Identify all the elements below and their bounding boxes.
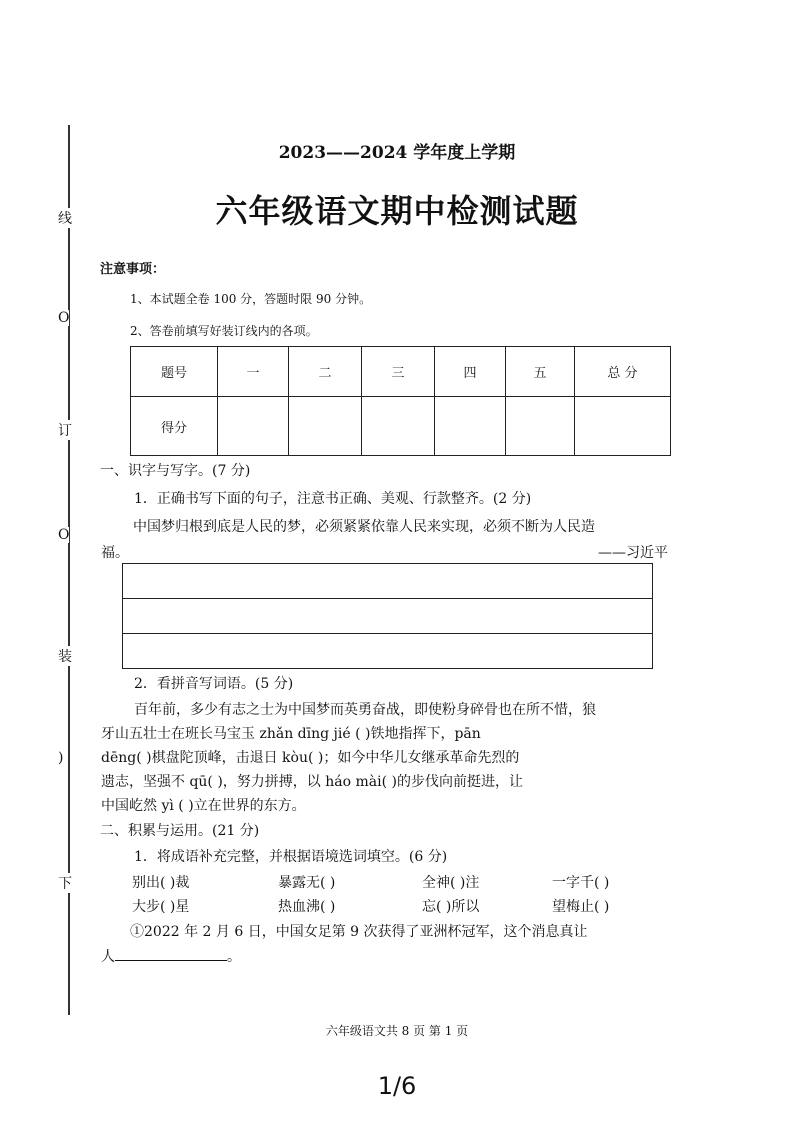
s2-sentence-line1: ①2022 年 2 月 6 日，中国女足第 9 次获得了亚洲杯冠军，这个消息真让	[130, 924, 588, 940]
idiom-4: 一字千( )	[552, 875, 610, 891]
q1-title: 1．正确书写下面的句子，注意书正确、美观、行款整齐。(2 分)	[134, 491, 532, 507]
binding-char-2: O	[58, 310, 70, 326]
s2-sentence-end: 。	[227, 949, 241, 965]
binding-char-1: 线	[58, 208, 72, 228]
writing-row-2[interactable]	[123, 599, 652, 634]
binding-char-5: 装	[58, 646, 72, 666]
idiom-2: 暴露无( )	[278, 875, 336, 891]
q2-line-5: 中国屹然 yì ( )立在世界的东方。	[101, 798, 306, 814]
score-header-label: 题号	[131, 347, 218, 397]
page-indicator: 1/6	[377, 1072, 417, 1100]
idiom-7: 忘( )所以	[422, 899, 480, 915]
score-header-2: 二	[289, 347, 362, 397]
score-header-5: 五	[506, 347, 575, 397]
idiom-1: 别出( )裁	[132, 875, 190, 891]
score-header-total: 总 分	[575, 347, 671, 397]
s2-sentence-line2	[101, 946, 241, 966]
score-cell-1[interactable]	[218, 397, 289, 456]
section1-title: 一、识字与写字。(7 分)	[100, 463, 251, 479]
section2-title: 二、积累与运用。(21 分)	[100, 823, 260, 839]
score-cell-5[interactable]	[506, 397, 575, 456]
q2-line-4: 遗志，坚强不 qū( )，努力拼搏，以 háo mài( )的步伐向前挺进，让	[101, 774, 523, 790]
q2-line-2: 牙山五壮士在班长马宝玉 zhǎn dīng jié ( )铁地指挥下，pān	[101, 726, 481, 742]
score-cell-3[interactable]	[362, 397, 435, 456]
notice-title: 注意事项：	[100, 262, 166, 277]
notice-item-2: 2、答卷前填写好装订线内的各项。	[130, 324, 318, 338]
q2-line-1: 百年前，多少有志之士为中国梦而英勇奋战，即使粉身碎骨也在所不惜，狼	[134, 702, 596, 718]
score-cell-4[interactable]	[435, 397, 506, 456]
q1-author: ——习近平	[598, 545, 668, 561]
writing-box[interactable]	[122, 563, 653, 669]
writing-row-3[interactable]	[123, 634, 652, 668]
writing-row-1[interactable]	[123, 564, 652, 599]
answer-blank[interactable]	[115, 946, 227, 961]
idiom-5: 大步( )星	[132, 899, 190, 915]
score-cell-total[interactable]	[575, 397, 671, 456]
q1-text-line1: 中国梦归根到底是人民的梦，必须紧紧依靠人民来实现，必须不断为人民造	[133, 519, 595, 535]
notice-item-1: 1、本试题全卷 100 分，答题时限 90 分钟。	[130, 292, 372, 306]
q2-title: 2．看拼音写词语。(5 分)	[134, 676, 294, 692]
idiom-8: 望梅止( )	[552, 899, 610, 915]
score-cell-2[interactable]	[289, 397, 362, 456]
binding-char-4: O	[58, 527, 70, 543]
s2-q1-title: 1．将成语补充完整，并根据语境选词填空。(6 分)	[134, 849, 448, 865]
binding-char-3: 订	[58, 420, 72, 440]
q2-line-3: dēng( )棋盘陀顶峰，击退日 kòu( )；如今中华儿女继承革命先烈的	[101, 750, 520, 766]
binding-char-7: 下	[58, 873, 72, 893]
school-year: 2023——2024 学年度上学期	[278, 143, 516, 163]
s2-sentence-start: 人	[101, 949, 115, 965]
score-header-1: 一	[218, 347, 289, 397]
page-footer: 六年级语文共 8 页 第 1 页	[325, 1024, 469, 1038]
q1-text-line2: 福。	[101, 545, 129, 561]
score-table	[130, 346, 671, 456]
score-header-3: 三	[362, 347, 435, 397]
idiom-6: 热血沸( )	[278, 899, 336, 915]
binding-char-6: )	[58, 750, 64, 766]
score-header-4: 四	[435, 347, 506, 397]
idiom-3: 全神( )注	[422, 875, 480, 891]
page-title: 六年级语文期中检测试题	[215, 192, 579, 230]
score-row-label: 得分	[131, 397, 218, 456]
